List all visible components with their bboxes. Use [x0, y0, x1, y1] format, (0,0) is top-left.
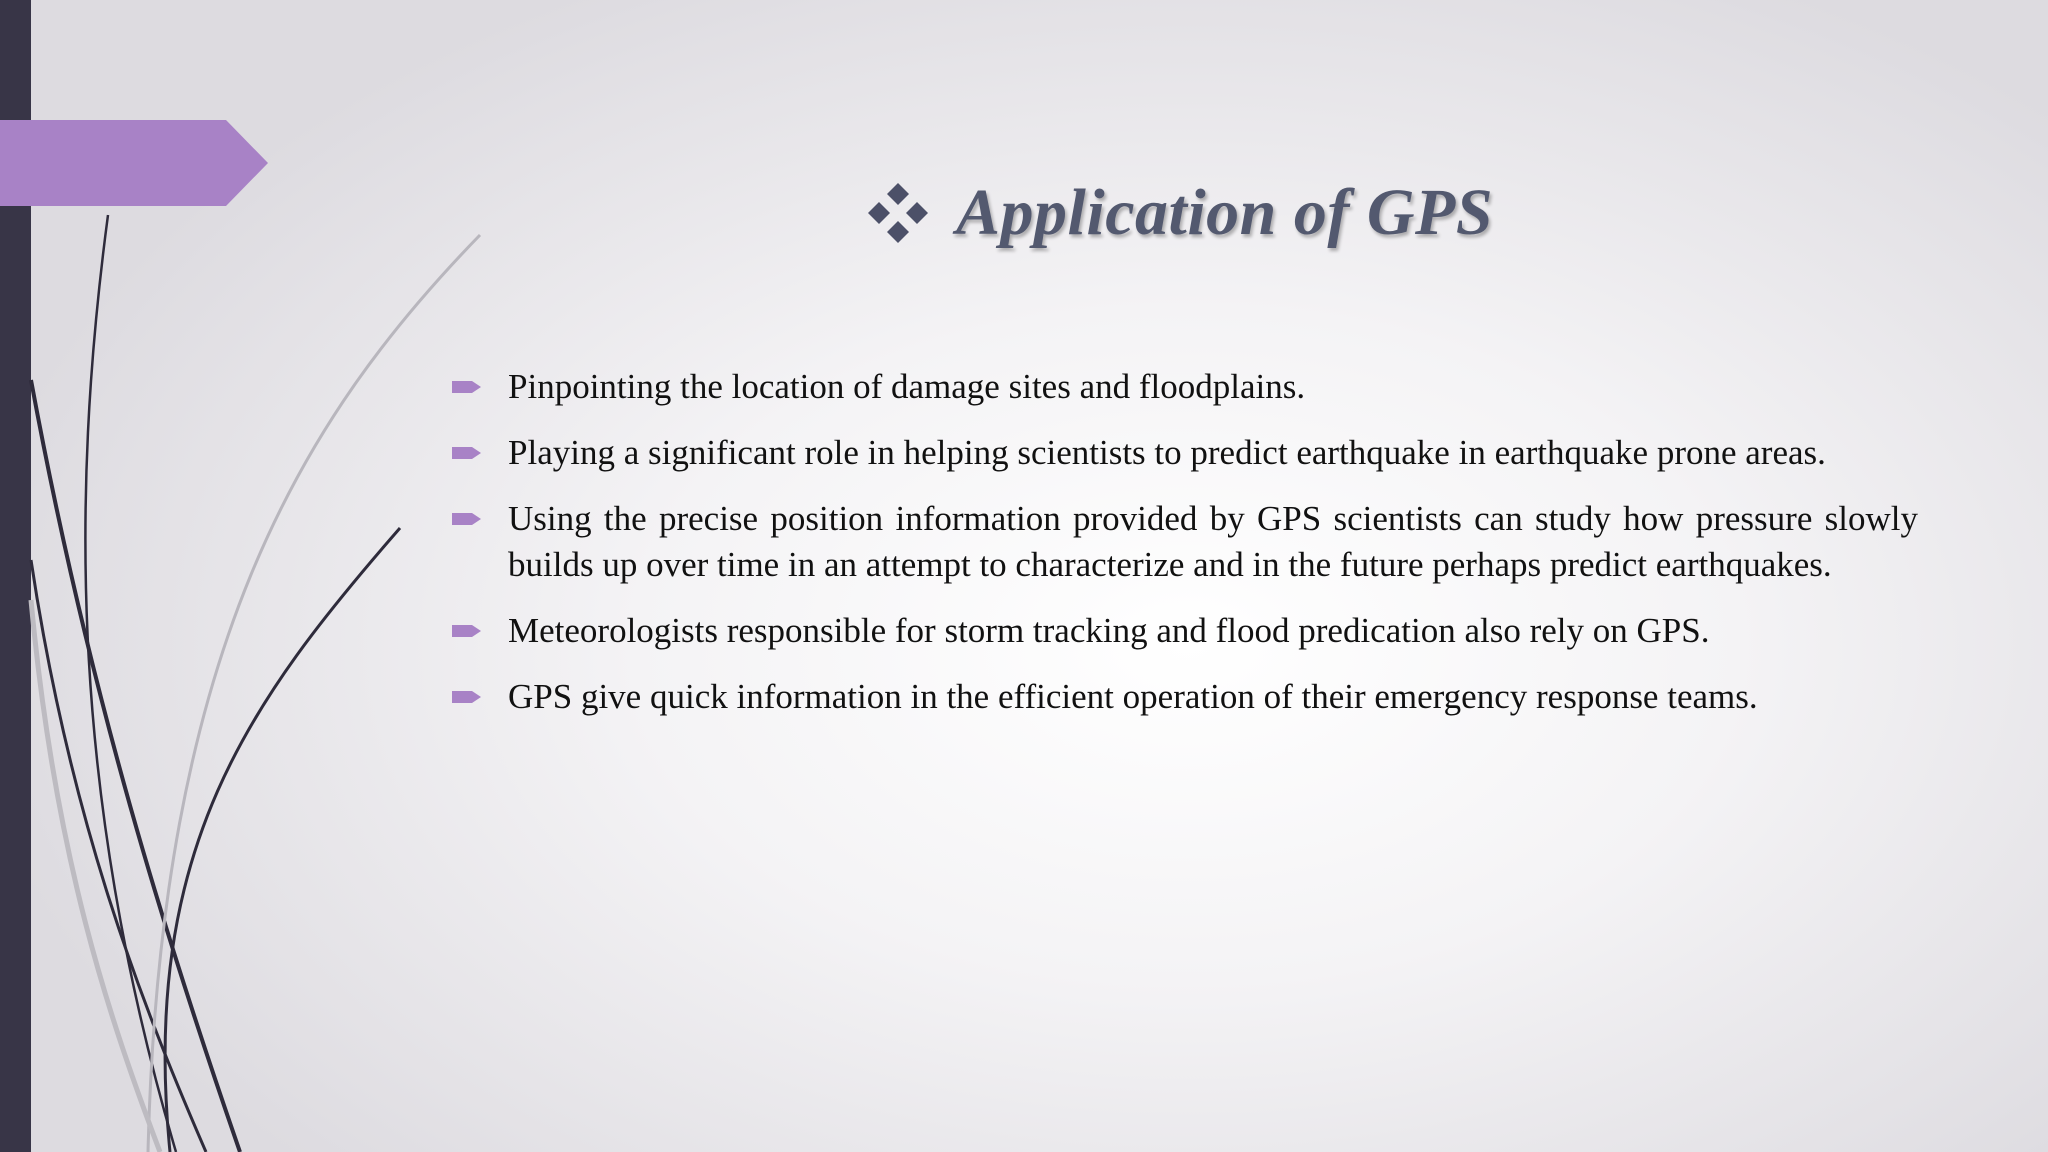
- bullet-text: GPS give quick information in the efficient operation of their emergency response teams.: [508, 677, 1758, 716]
- bullet-list: [452, 364, 1918, 740]
- bullet-item: [452, 674, 1918, 720]
- purple-arrow-bullet-icon: [452, 689, 482, 705]
- four-diamond-icon: [866, 181, 930, 245]
- bullet-text: Playing a significant role in helping scientists to predict earthquake in earthquake prone areas.: [508, 433, 1826, 472]
- bullet-text: Meteorologists responsible for storm tracking and flood predication also rely on GPS.: [508, 611, 1710, 650]
- purple-arrow-bullet-icon: [452, 511, 482, 527]
- bullet-item: [452, 430, 1918, 476]
- bullet-text: Using the precise position information provided by GPS scientists can study how pressure slowly builds up over time in an attempt to characterize and in the future perhaps predict earthquakes.: [508, 499, 1918, 584]
- purple-arrow-bullet-icon: [452, 379, 482, 395]
- bullet-item: [452, 608, 1918, 654]
- bullet-text: Pinpointing the location of damage sites and floodplains.: [508, 367, 1306, 406]
- slide-title: [866, 168, 1493, 258]
- bullet-item: [452, 496, 1918, 588]
- purple-arrow-bullet-icon: [452, 623, 482, 639]
- bullet-item: [452, 364, 1918, 410]
- slide-title-text: Application of GPS: [956, 176, 1494, 249]
- accent-arrow-tab: [0, 120, 270, 206]
- purple-arrow-bullet-icon: [452, 445, 482, 461]
